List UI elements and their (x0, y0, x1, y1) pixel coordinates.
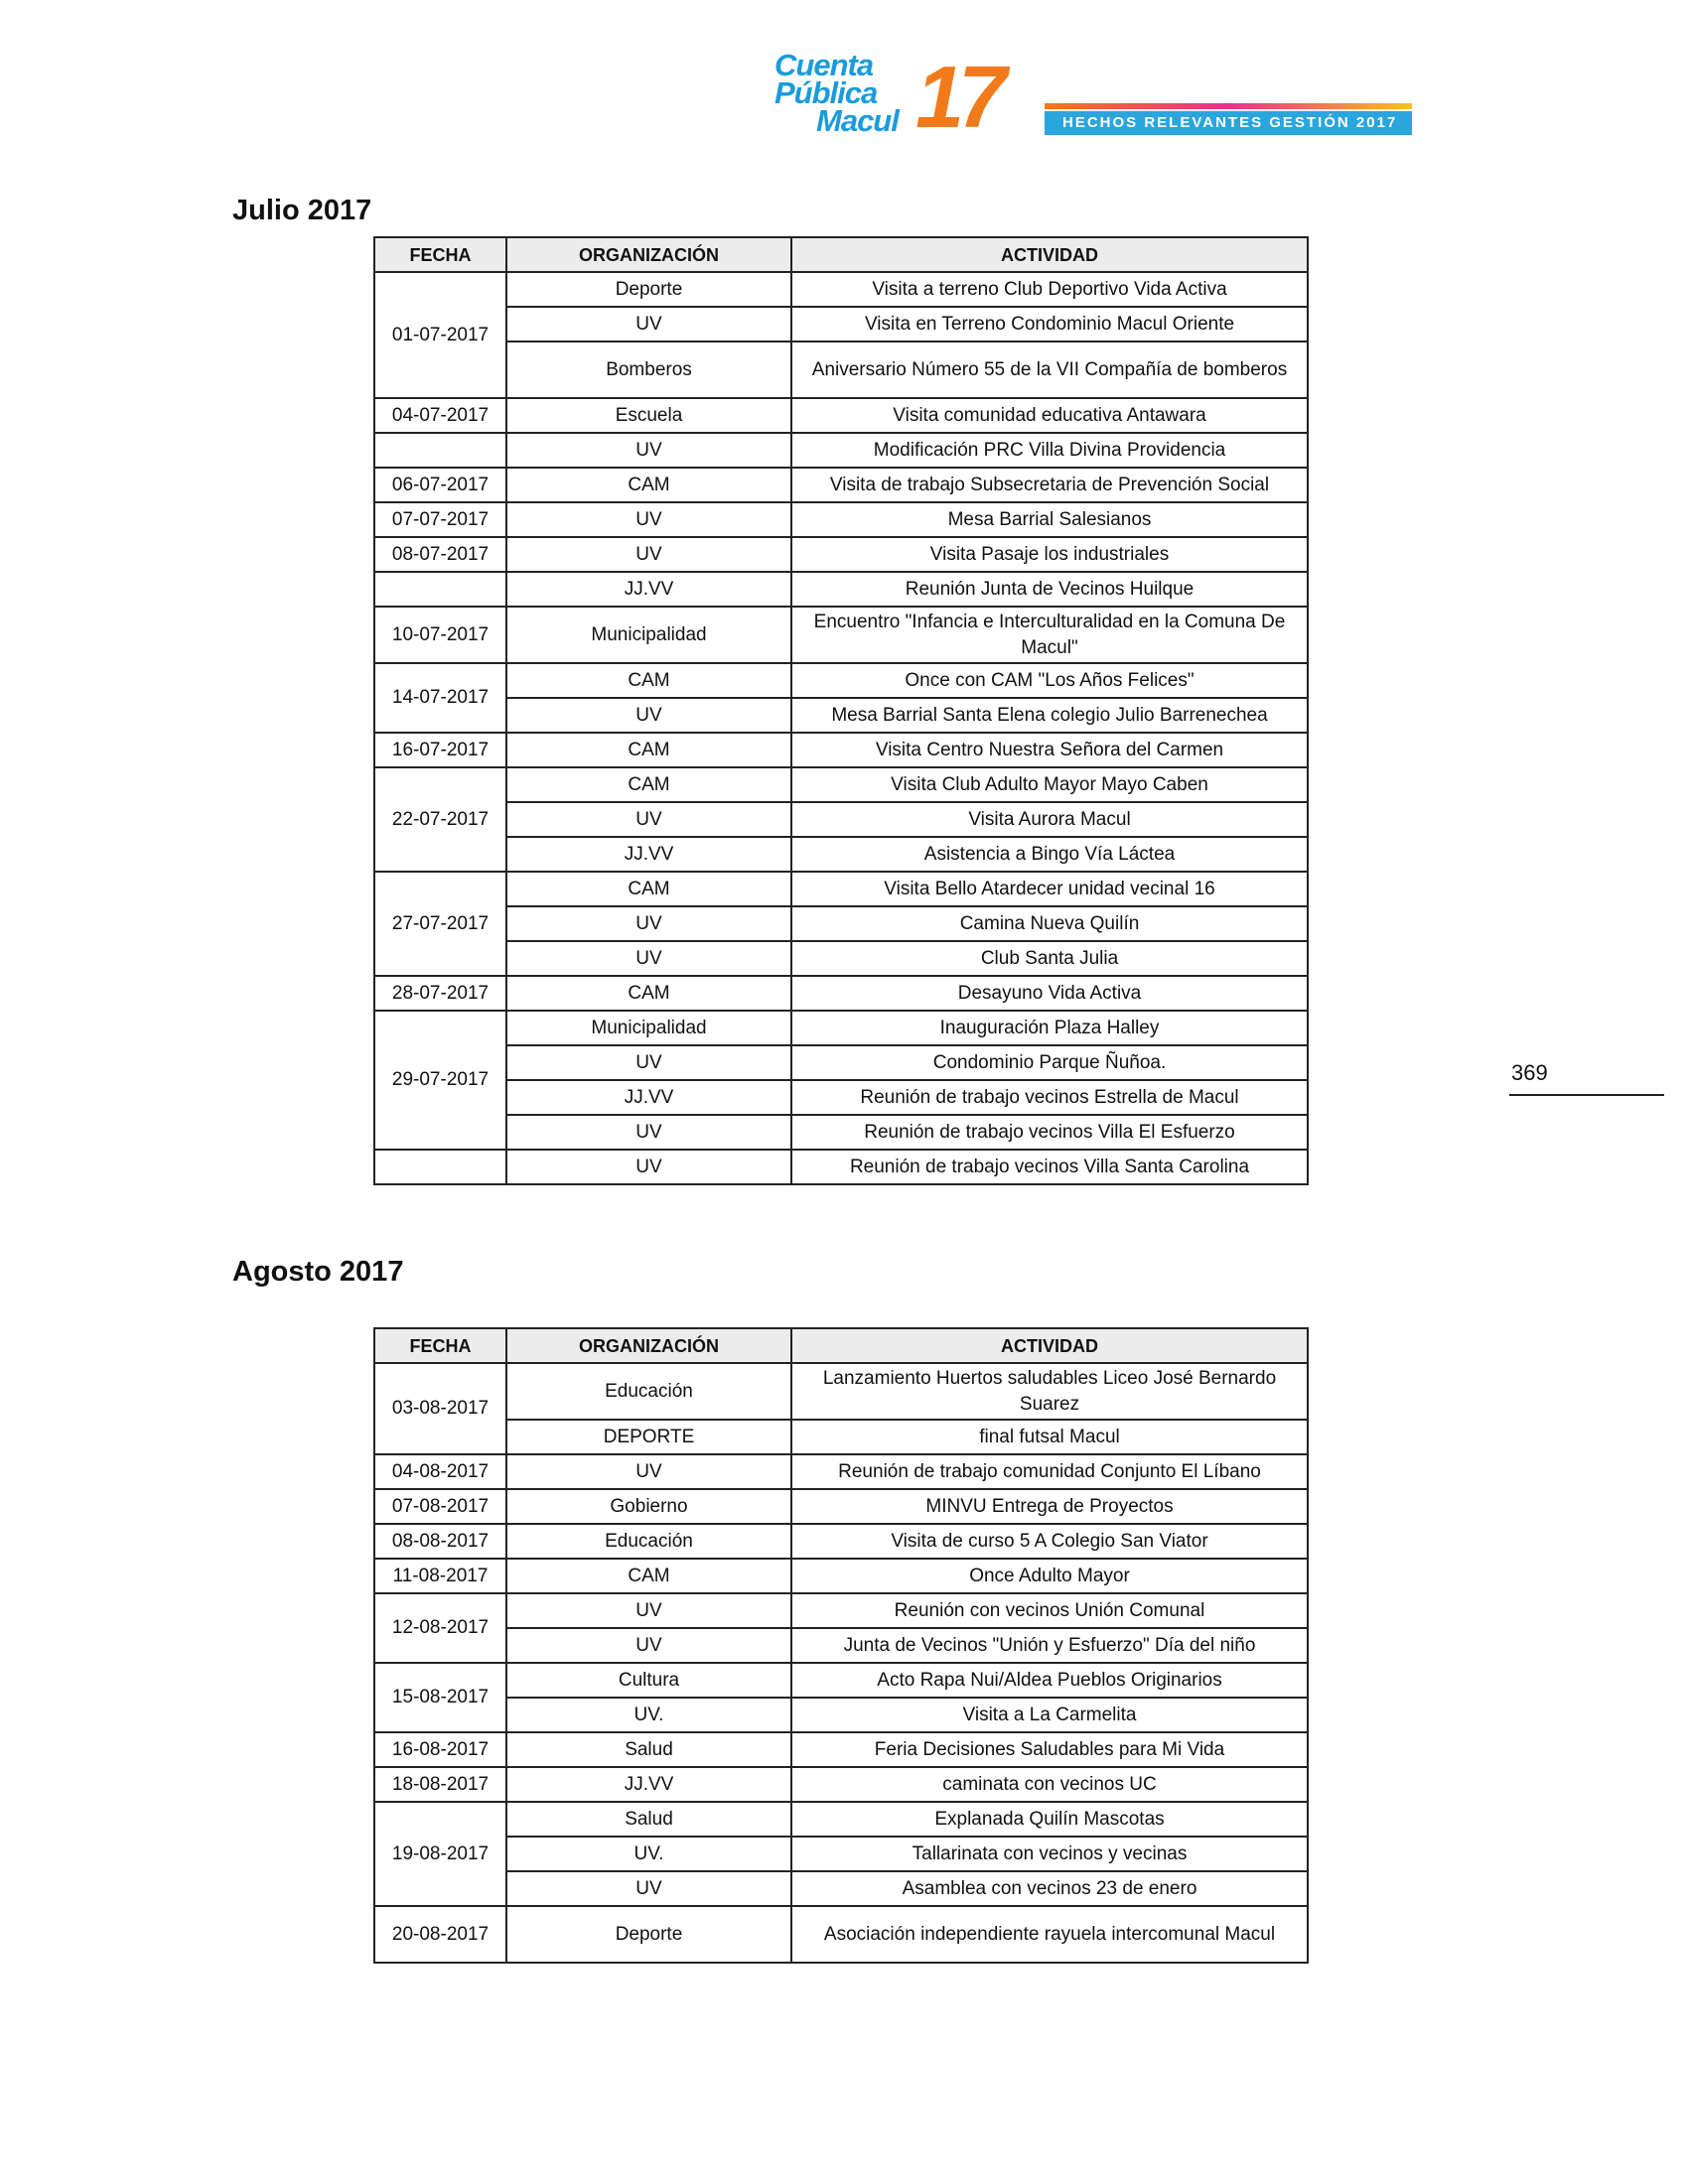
organization-cell: Deporte (506, 1906, 791, 1963)
organization-cell: JJ.VV (506, 837, 791, 872)
column-header-organizacion: ORGANIZACIÓN (506, 1328, 791, 1363)
activities-table-agosto (373, 1327, 1309, 1964)
date-cell: 29-07-2017 (374, 1011, 506, 1150)
table-row (374, 1732, 1308, 1767)
date-cell: 03-08-2017 (374, 1363, 506, 1454)
activity-cell: Reunión con vecinos Unión Comunal (791, 1593, 1308, 1628)
table-row (374, 1080, 1308, 1115)
activity-cell: Visita de trabajo Subsecretaria de Prevención Social (791, 468, 1308, 502)
table-row (374, 272, 1308, 307)
table-row (374, 502, 1308, 537)
activity-cell: Reunión Junta de Vecinos Huilque (791, 572, 1308, 607)
activity-cell: Desayuno Vida Activa (791, 976, 1308, 1011)
organization-cell: CAM (506, 872, 791, 906)
activity-cell: Mesa Barrial Santa Elena colegio Julio Barrenechea (791, 698, 1308, 733)
activity-cell: MINVU Entrega de Proyectos (791, 1489, 1308, 1524)
organization-cell: Municipalidad (506, 607, 791, 663)
date-cell: 07-07-2017 (374, 502, 506, 537)
activity-cell: Aniversario Número 55 de la VII Compañía de bomberos (791, 341, 1308, 398)
date-cell: 12-08-2017 (374, 1593, 506, 1663)
activity-cell: Feria Decisiones Saludables para Mi Vida (791, 1732, 1308, 1767)
activity-cell: Once Adulto Mayor (791, 1559, 1308, 1593)
table-row (374, 1363, 1308, 1420)
activity-cell: Visita Bello Atardecer unidad vecinal 16 (791, 872, 1308, 906)
table-row (374, 341, 1308, 398)
organization-cell: JJ.VV (506, 572, 791, 607)
organization-cell: UV (506, 1115, 791, 1150)
activity-cell: Mesa Barrial Salesianos (791, 502, 1308, 537)
date-cell: 07-08-2017 (374, 1489, 506, 1524)
activity-cell: Once con CAM "Los Años Felices" (791, 663, 1308, 698)
activity-cell: Encuentro "Infancia e Interculturalidad en la Comuna De Macul" (791, 607, 1308, 663)
table-header-row (374, 1328, 1308, 1363)
organization-cell: CAM (506, 976, 791, 1011)
table-row (374, 1559, 1308, 1593)
organization-cell: Educación (506, 1363, 791, 1420)
table-row (374, 1767, 1308, 1802)
table-row (374, 1663, 1308, 1698)
date-cell: 15-08-2017 (374, 1663, 506, 1732)
activity-cell: Acto Rapa Nui/Aldea Pueblos Originarios (791, 1663, 1308, 1698)
activity-cell: Asamblea con vecinos 23 de enero (791, 1871, 1308, 1906)
activity-cell: Junta de Vecinos "Unión y Esfuerzo" Día del niño (791, 1628, 1308, 1663)
organization-cell: UV (506, 433, 791, 468)
table-row (374, 1489, 1308, 1524)
table-row (374, 802, 1308, 837)
organization-cell: UV (506, 941, 791, 976)
organization-cell: UV (506, 1593, 791, 1628)
table-row (374, 733, 1308, 767)
table-row (374, 537, 1308, 572)
organization-cell: UV (506, 1045, 791, 1080)
organization-cell: CAM (506, 1559, 791, 1593)
activity-cell: Visita Club Adulto Mayor Mayo Caben (791, 767, 1308, 802)
table-row (374, 837, 1308, 872)
activity-cell: final futsal Macul (791, 1420, 1308, 1454)
table-header-row (374, 237, 1308, 272)
page-number: 369 (1511, 1060, 1548, 1085)
section-title-julio: Julio 2017 (232, 195, 372, 226)
organization-cell: JJ.VV (506, 1080, 791, 1115)
activity-cell: Condominio Parque Ñuñoa. (791, 1045, 1308, 1080)
activity-cell: Reunión de trabajo comunidad Conjunto El Líbano (791, 1454, 1308, 1489)
activity-cell: Club Santa Julia (791, 941, 1308, 976)
date-cell (374, 433, 506, 468)
date-cell: 16-08-2017 (374, 1732, 506, 1767)
logo-line-3: Macul (816, 103, 899, 138)
activity-cell: Visita a terreno Club Deportivo Vida Activa (791, 272, 1308, 307)
organization-cell: JJ.VV (506, 1767, 791, 1802)
date-cell: 08-07-2017 (374, 537, 506, 572)
activity-cell: Reunión de trabajo vecinos Estrella de Macul (791, 1080, 1308, 1115)
activity-cell: Visita Pasaje los industriales (791, 537, 1308, 572)
date-cell (374, 572, 506, 607)
organization-cell: UV (506, 537, 791, 572)
organization-cell: Salud (506, 1732, 791, 1767)
date-cell: 27-07-2017 (374, 872, 506, 976)
organization-cell: UV (506, 1150, 791, 1184)
organization-cell: Escuela (506, 398, 791, 433)
date-cell: 20-08-2017 (374, 1906, 506, 1963)
table-row (374, 698, 1308, 733)
date-cell (374, 1150, 506, 1184)
column-header-fecha: FECHA (374, 1328, 506, 1363)
table-row (374, 767, 1308, 802)
organization-cell: UV (506, 307, 791, 341)
cuenta-publica-logo (774, 48, 1440, 151)
table-row (374, 1698, 1308, 1732)
activity-cell: Tallarinata con vecinos y vecinas (791, 1837, 1308, 1871)
column-header-actividad: ACTIVIDAD (791, 1328, 1308, 1363)
date-cell: 18-08-2017 (374, 1767, 506, 1802)
date-cell: 08-08-2017 (374, 1524, 506, 1559)
activities-table-julio (373, 236, 1309, 1185)
activity-cell: Inauguración Plaza Halley (791, 1011, 1308, 1045)
activity-cell: Explanada Quilín Mascotas (791, 1802, 1308, 1837)
table-row (374, 398, 1308, 433)
column-header-actividad: ACTIVIDAD (791, 237, 1308, 272)
organization-cell: Cultura (506, 1663, 791, 1698)
logo-tagline: HECHOS RELEVANTES GESTIÓN 2017 (1062, 114, 1398, 131)
date-cell: 28-07-2017 (374, 976, 506, 1011)
activity-cell: Visita de curso 5 A Colegio San Viator (791, 1524, 1308, 1559)
table-row (374, 1906, 1308, 1963)
date-cell: 11-08-2017 (374, 1559, 506, 1593)
table-row (374, 607, 1308, 663)
organization-cell: Gobierno (506, 1489, 791, 1524)
activity-cell: Visita Aurora Macul (791, 802, 1308, 837)
table-row (374, 872, 1308, 906)
organization-cell: CAM (506, 663, 791, 698)
table-row (374, 1115, 1308, 1150)
activity-cell: caminata con vecinos UC (791, 1767, 1308, 1802)
organization-cell: UV (506, 502, 791, 537)
activity-cell: Visita Centro Nuestra Señora del Carmen (791, 733, 1308, 767)
table-row (374, 976, 1308, 1011)
date-cell: 04-07-2017 (374, 398, 506, 433)
logo-wordmark (774, 48, 899, 138)
organization-cell: UV (506, 802, 791, 837)
organization-cell: DEPORTE (506, 1420, 791, 1454)
activity-cell: Reunión de trabajo vecinos Villa El Esfuerzo (791, 1115, 1308, 1150)
table-row (374, 1871, 1308, 1906)
table-row (374, 1593, 1308, 1628)
organization-cell: UV (506, 1628, 791, 1663)
activity-cell: Reunión de trabajo vecinos Villa Santa Carolina (791, 1150, 1308, 1184)
organization-cell: UV (506, 698, 791, 733)
table-row (374, 307, 1308, 341)
organization-cell: CAM (506, 468, 791, 502)
table-row (374, 468, 1308, 502)
table-row (374, 1150, 1308, 1184)
page-number-rule (1509, 1094, 1664, 1096)
table-row (374, 1045, 1308, 1080)
organization-cell: CAM (506, 733, 791, 767)
table-row (374, 1011, 1308, 1045)
activity-cell: Lanzamiento Huertos saludables Liceo José Bernardo Suarez (791, 1363, 1308, 1420)
table-row (374, 663, 1308, 698)
column-header-fecha: FECHA (374, 237, 506, 272)
table-row (374, 1837, 1308, 1871)
date-cell: 10-07-2017 (374, 607, 506, 663)
section-title-agosto: Agosto 2017 (232, 1256, 404, 1288)
organization-cell: Salud (506, 1802, 791, 1837)
date-cell: 14-07-2017 (374, 663, 506, 733)
date-cell: 19-08-2017 (374, 1802, 506, 1906)
date-cell: 01-07-2017 (374, 272, 506, 398)
activity-cell: Asistencia a Bingo Vía Láctea (791, 837, 1308, 872)
table-row (374, 1802, 1308, 1837)
organization-cell: Municipalidad (506, 1011, 791, 1045)
logo-line-2: Pública (774, 75, 878, 110)
organization-cell: UV. (506, 1698, 791, 1732)
organization-cell: UV (506, 1454, 791, 1489)
table-row (374, 572, 1308, 607)
table-row (374, 941, 1308, 976)
date-cell: 22-07-2017 (374, 767, 506, 872)
organization-cell: UV (506, 906, 791, 941)
activity-cell: Visita en Terreno Condominio Macul Oriente (791, 307, 1308, 341)
logo-line-1: Cuenta (774, 48, 874, 82)
logo-year: 17 (915, 48, 1001, 146)
activity-cell: Asociación independiente rayuela intercomunal Macul (791, 1906, 1308, 1963)
organization-cell: UV (506, 1871, 791, 1906)
table-row (374, 1454, 1308, 1489)
date-cell: 16-07-2017 (374, 733, 506, 767)
table-row (374, 906, 1308, 941)
organization-cell: Bomberos (506, 341, 791, 398)
organization-cell: CAM (506, 767, 791, 802)
date-cell: 04-08-2017 (374, 1454, 506, 1489)
organization-cell: UV. (506, 1837, 791, 1871)
date-cell: 06-07-2017 (374, 468, 506, 502)
activity-cell: Visita comunidad educativa Antawara (791, 398, 1308, 433)
table-row (374, 1628, 1308, 1663)
activity-cell: Modificación PRC Villa Divina Providencia (791, 433, 1308, 468)
organization-cell: Educación (506, 1524, 791, 1559)
logo-accent-stripe (1045, 103, 1412, 109)
column-header-organizacion: ORGANIZACIÓN (506, 237, 791, 272)
table-row (374, 1524, 1308, 1559)
organization-cell: Deporte (506, 272, 791, 307)
table-row (374, 433, 1308, 468)
activity-cell: Visita a La Carmelita (791, 1698, 1308, 1732)
table-row (374, 1420, 1308, 1454)
activity-cell: Camina Nueva Quilín (791, 906, 1308, 941)
